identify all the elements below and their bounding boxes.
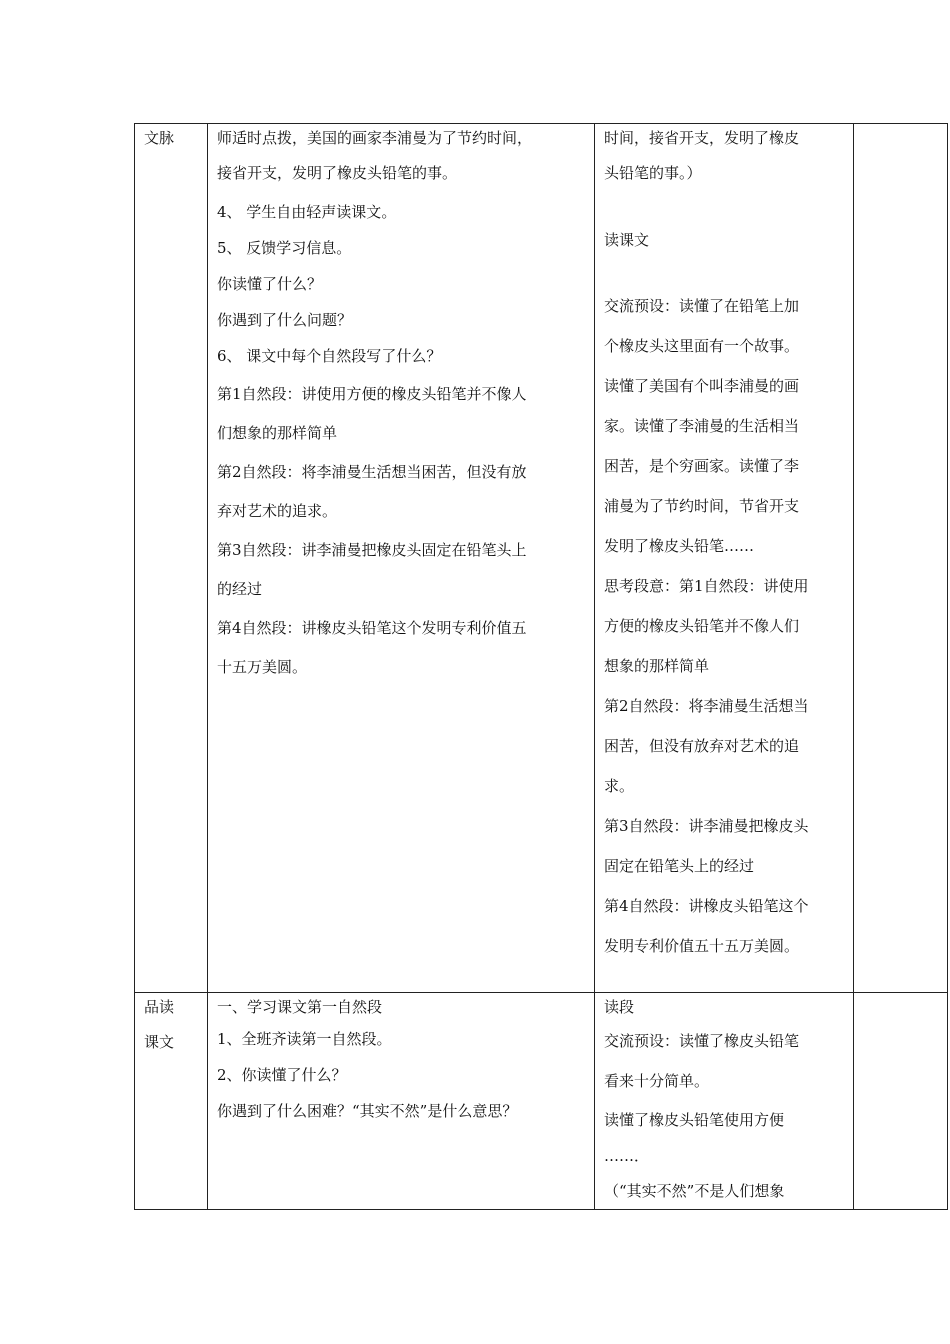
teacher-line: 第2自然段：将李浦曼生活想当困苦，但没有放 [217,463,527,481]
teacher-line: 接省开支，发明了橡皮头铅笔的事。 [217,164,458,182]
teacher-activity-cell [208,124,595,993]
teacher-line: 师适时点拨，美国的画家李浦曼为了节约时间， [217,129,533,147]
teacher-line: 第3自然段：讲李浦曼把橡皮头固定在铅笔头上 [217,541,527,559]
teacher-line: 你遇到了什么问题？ [217,311,353,329]
section-label: 文脉 [144,129,175,147]
teacher-line: 6、 课文中每个自然段写了什么？ [217,347,442,365]
student-line: 家。读懂了李浦曼的生活相当 [604,417,800,435]
student-line: 读懂了美国有个叫李浦曼的画 [604,377,800,395]
student-line: 交流预设：读懂了在铅笔上加 [604,297,800,315]
teacher-line: 第4自然段：讲橡皮头铅笔这个发明专利价值五 [217,619,527,637]
teacher-line: 弃对艺术的追求。 [217,502,338,520]
teacher-line: 你遇到了什么困难？“其实不然”是什么意思？ [217,1102,518,1120]
teacher-line: 你读懂了什么？ [217,275,323,293]
section-label: 课文 [144,1033,175,1051]
student-line: 读懂了橡皮头铅笔使用方便 [604,1111,785,1129]
student-line [604,194,844,220]
student-activity-cell [595,993,854,1210]
student-line: 困苦，但没有放弃对艺术的追 [604,737,800,755]
student-line: 浦曼为了节约时间，节省开支 [604,497,800,515]
notes-cell [854,993,948,1210]
lesson-plan-table [134,123,948,1210]
section-label: 品读 [144,998,175,1016]
student-line: 读课文 [604,231,650,249]
student-line: 第3自然段：讲李浦曼把橡皮头 [604,817,809,835]
teacher-line: 4、 学生自由轻声读课文。 [217,203,397,221]
teacher-line: 2、你读懂了什么？ [217,1066,347,1084]
notes-cell [854,124,948,993]
teacher-line: 一、学习课文第一自然段 [217,998,383,1016]
student-line: 时间，接省开支，发明了橡皮 [604,129,800,147]
section-label-cell [135,993,208,1210]
student-line: ……． [604,1147,650,1165]
teacher-activity-cell [208,993,595,1210]
student-line: 看来十分简单。 [604,1072,710,1090]
student-line: 想象的那样简单 [604,657,710,675]
student-line: 困苦，是个穷画家。读懂了李 [604,457,800,475]
student-line: （“其实不然”不是人们想象 [604,1182,785,1200]
section-label-cell [135,124,208,993]
student-line: 第4自然段：讲橡皮头铅笔这个 [604,897,809,915]
teacher-line: 的经过 [217,580,263,598]
student-line: 发明了橡皮头铅笔…… [604,537,755,555]
student-line: 个橡皮头这里面有一个故事。 [604,337,800,355]
teacher-line: 1、全班齐读第一自然段。 [217,1030,392,1048]
student-line: 求。 [604,777,635,795]
teacher-line: 5、 反馈学习信息。 [217,239,352,257]
table-row [135,993,948,1210]
student-line: 交流预设：读懂了橡皮头铅笔 [604,1032,800,1050]
student-activity-cell [595,124,854,993]
teacher-line: 十五万美圆。 [217,658,308,676]
student-line: 固定在铅笔头上的经过 [604,857,755,875]
table-row [135,124,948,993]
student-line: 读段 [604,998,635,1016]
student-line: 发明专利价值五十五万美圆。 [604,937,800,955]
student-line [604,260,844,286]
student-line: 思考段意：第1自然段：讲使用 [604,577,809,595]
teacher-line: 们想象的那样简单 [217,424,338,442]
student-line: 头铅笔的事。） [604,164,702,182]
student-line: 第2自然段：将李浦曼生活想当 [604,697,809,715]
student-line: 方便的橡皮头铅笔并不像人们 [604,617,800,635]
teacher-line: 第1自然段：讲使用方便的橡皮头铅笔并不像人 [217,385,527,403]
